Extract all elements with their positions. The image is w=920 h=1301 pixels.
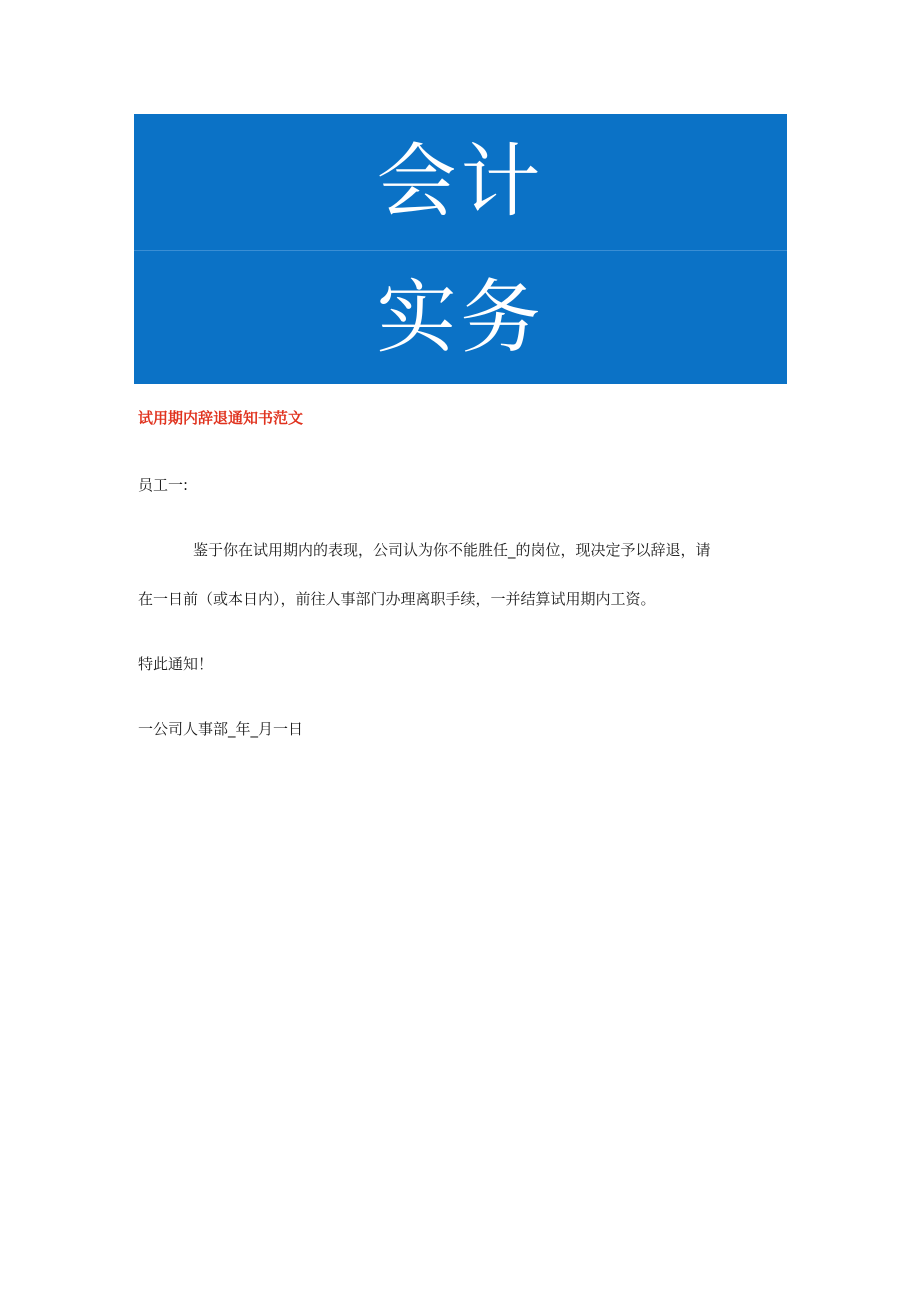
document-title: 试用期内辞退通知书范文 bbox=[138, 409, 304, 427]
body-paragraph-line2: 在一日前（或本日内），前往人事部门办理离职手续，一并结算试用期内工资。 bbox=[138, 590, 656, 608]
salutation: 员工一: bbox=[138, 476, 189, 494]
banner-title-line1: 会计 bbox=[376, 134, 545, 228]
banner-title-line2: 实务 bbox=[376, 270, 545, 364]
closing-text: 特此通知！ bbox=[138, 655, 214, 673]
body-paragraph-line1: 鉴于你在试用期内的表现，公司认为你不能胜任_的岗位，现决定予以辞退，请 bbox=[193, 541, 711, 559]
signature-line: 一公司人事部_年_月一日 bbox=[138, 720, 304, 738]
banner bbox=[134, 114, 787, 384]
